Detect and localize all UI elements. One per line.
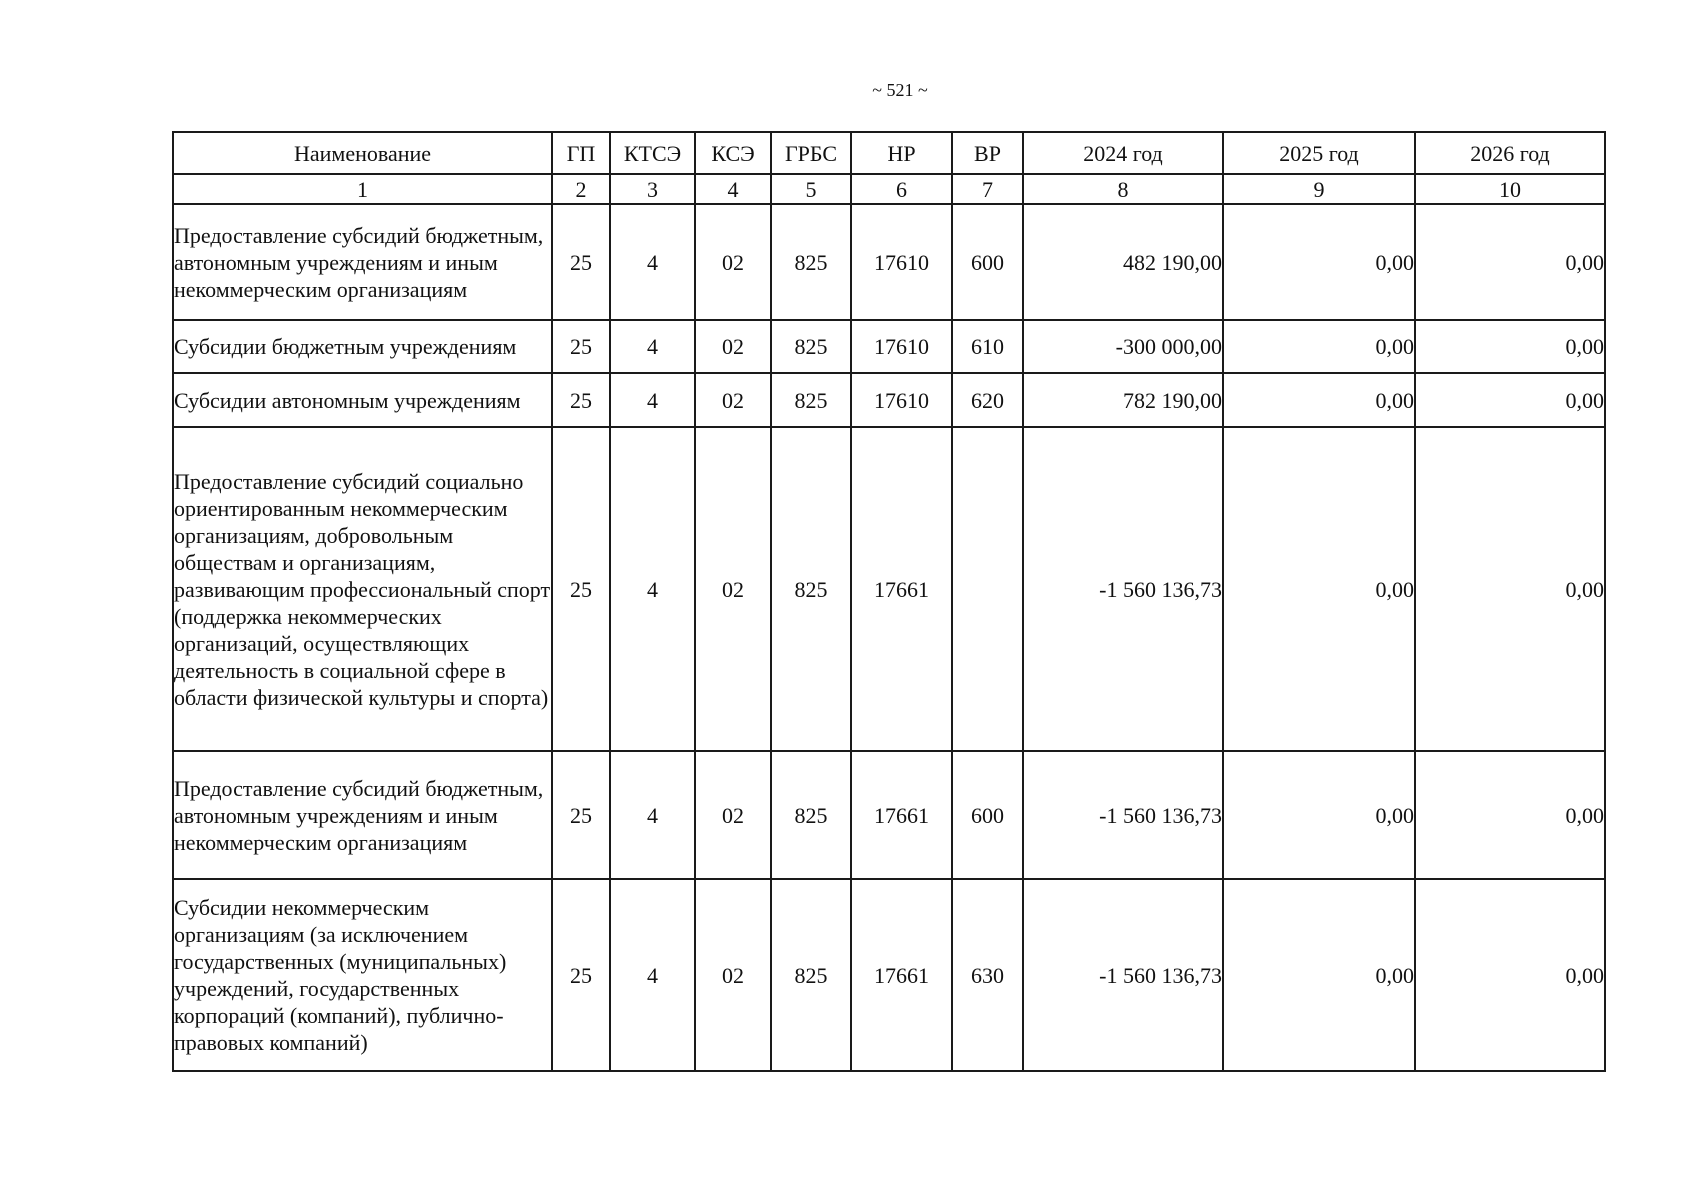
row-name: Предоставление субсидий социально ориентированным некоммерческим организациям, добровольным обществам и организациям, развивающим профессиональный спорт (поддержка некоммерческих организаций, осуществляющих деятельность в социальной сфере в области физической культуры и спорта) (173, 427, 552, 751)
row-amount-2024: -1 560 136,73 (1023, 751, 1223, 879)
header-row (173, 132, 1605, 174)
column-number: 2 (552, 174, 610, 204)
column-number: 9 (1223, 174, 1415, 204)
row-kse: 02 (695, 204, 771, 320)
row-nr: 17610 (851, 373, 952, 427)
column-number: 5 (771, 174, 851, 204)
row-name: Предоставление субсидий бюджетным, автономным учреждениям и иным некоммерческим организациям (173, 751, 552, 879)
table-row (173, 204, 1605, 320)
row-amount-2025: 0,00 (1223, 320, 1415, 373)
row-ktse: 4 (610, 373, 695, 427)
row-nr: 17610 (851, 320, 952, 373)
row-amount-2026: 0,00 (1415, 751, 1605, 879)
row-amount-2026: 0,00 (1415, 373, 1605, 427)
row-grbs: 825 (771, 204, 851, 320)
row-amount-2024: -1 560 136,73 (1023, 427, 1223, 751)
row-ktse: 4 (610, 427, 695, 751)
row-gp: 25 (552, 320, 610, 373)
row-amount-2026: 0,00 (1415, 879, 1605, 1071)
row-gp: 25 (552, 879, 610, 1071)
column-number: 7 (952, 174, 1023, 204)
header-nr: НР (851, 132, 952, 174)
row-kse: 02 (695, 879, 771, 1071)
table-row (173, 751, 1605, 879)
row-nr: 17610 (851, 204, 952, 320)
header-grbs: ГРБС (771, 132, 851, 174)
row-amount-2024: 782 190,00 (1023, 373, 1223, 427)
row-gp: 25 (552, 204, 610, 320)
column-number: 1 (173, 174, 552, 204)
row-gp: 25 (552, 373, 610, 427)
row-kse: 02 (695, 373, 771, 427)
header-name: Наименование (173, 132, 552, 174)
header-vr: ВР (952, 132, 1023, 174)
column-number: 10 (1415, 174, 1605, 204)
column-number: 8 (1023, 174, 1223, 204)
row-name: Субсидии некоммерческим организациям (за исключением государственных (муниципальных) учреждений, государственных корпораций (компаний), публично-правовых компаний) (173, 879, 552, 1071)
row-amount-2024: -300 000,00 (1023, 320, 1223, 373)
header-ktse: КТСЭ (610, 132, 695, 174)
row-kse: 02 (695, 751, 771, 879)
row-amount-2026: 0,00 (1415, 204, 1605, 320)
row-grbs: 825 (771, 879, 851, 1071)
row-amount-2026: 0,00 (1415, 427, 1605, 751)
row-amount-2025: 0,00 (1223, 879, 1415, 1071)
row-kse: 02 (695, 427, 771, 751)
row-grbs: 825 (771, 320, 851, 373)
row-grbs: 825 (771, 751, 851, 879)
row-grbs: 825 (771, 427, 851, 751)
header-kse: КСЭ (695, 132, 771, 174)
row-vr: 600 (952, 751, 1023, 879)
header-gp: ГП (552, 132, 610, 174)
row-vr: 600 (952, 204, 1023, 320)
row-ktse: 4 (610, 751, 695, 879)
column-number-row (173, 174, 1605, 204)
row-ktse: 4 (610, 320, 695, 373)
table-row (173, 320, 1605, 373)
row-vr (952, 427, 1023, 751)
row-amount-2024: -1 560 136,73 (1023, 879, 1223, 1071)
row-amount-2024: 482 190,00 (1023, 204, 1223, 320)
row-vr: 630 (952, 879, 1023, 1071)
row-name: Субсидии бюджетным учреждениям (173, 320, 552, 373)
page-number: ~ 521 ~ (872, 80, 928, 100)
row-vr: 610 (952, 320, 1023, 373)
row-ktse: 4 (610, 204, 695, 320)
row-ktse: 4 (610, 879, 695, 1071)
row-amount-2026: 0,00 (1415, 320, 1605, 373)
row-kse: 02 (695, 320, 771, 373)
row-amount-2025: 0,00 (1223, 373, 1415, 427)
table-row (173, 427, 1605, 751)
row-nr: 17661 (851, 427, 952, 751)
header-2024: 2024 год (1023, 132, 1223, 174)
budget-table (172, 131, 1606, 1072)
table-row (173, 373, 1605, 427)
column-number: 6 (851, 174, 952, 204)
row-gp: 25 (552, 427, 610, 751)
row-gp: 25 (552, 751, 610, 879)
row-amount-2025: 0,00 (1223, 204, 1415, 320)
row-nr: 17661 (851, 751, 952, 879)
header-2025: 2025 год (1223, 132, 1415, 174)
row-name: Субсидии автономным учреждениям (173, 373, 552, 427)
row-name: Предоставление субсидий бюджетным, автономным учреждениям и иным некоммерческим организациям (173, 204, 552, 320)
table-row (173, 879, 1605, 1071)
column-number: 4 (695, 174, 771, 204)
row-amount-2025: 0,00 (1223, 751, 1415, 879)
row-grbs: 825 (771, 373, 851, 427)
row-amount-2025: 0,00 (1223, 427, 1415, 751)
row-nr: 17661 (851, 879, 952, 1071)
header-2026: 2026 год (1415, 132, 1605, 174)
row-vr: 620 (952, 373, 1023, 427)
column-number: 3 (610, 174, 695, 204)
